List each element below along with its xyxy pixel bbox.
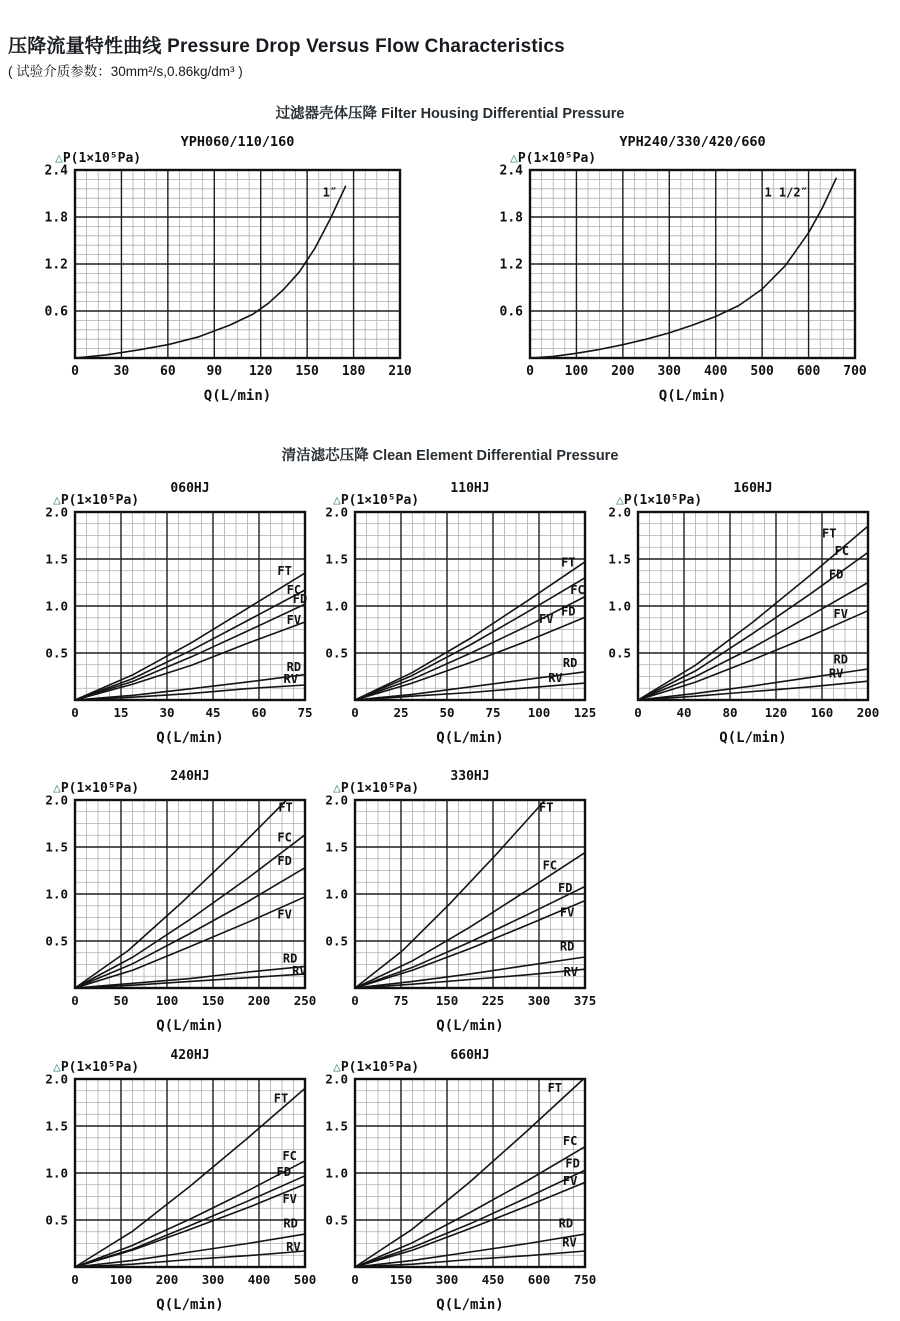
x-tick-label: 15 bbox=[113, 705, 129, 720]
chart-element-330hj bbox=[325, 764, 617, 1036]
y-tick-label: 2.0 bbox=[325, 1071, 348, 1087]
x-tick-label: 450 bbox=[481, 1272, 505, 1287]
series-label-FV: FV bbox=[562, 1174, 578, 1189]
y-tick-label: 0.6 bbox=[44, 304, 68, 320]
series-label-FT: FT bbox=[539, 800, 554, 815]
series-label-RV: RV bbox=[286, 1240, 301, 1255]
y-tick-label: 0.5 bbox=[608, 645, 631, 661]
series-label-RD: RD bbox=[562, 656, 578, 671]
x-tick-label: 125 bbox=[573, 705, 597, 720]
y-axis-label: △P(1×10⁵Pa) bbox=[333, 781, 420, 796]
chart-canvas-e420 bbox=[45, 1043, 337, 1315]
series-label-FC: FC bbox=[282, 1148, 297, 1163]
x-axis-label: Q(L/min) bbox=[156, 730, 224, 746]
x-tick-label: 120 bbox=[248, 364, 273, 379]
x-axis-label: Q(L/min) bbox=[156, 1297, 224, 1313]
y-tick-label: 1.0 bbox=[45, 598, 68, 614]
y-tick-label: 0.5 bbox=[325, 933, 348, 949]
series-label-1 1/2″: 1 1/2″ bbox=[764, 185, 808, 200]
chart-canvas-yph060 bbox=[25, 130, 455, 402]
x-tick-label: 30 bbox=[159, 705, 175, 720]
series-label-FV: FV bbox=[833, 607, 848, 622]
x-tick-label: 0 bbox=[71, 1272, 79, 1287]
series-label-RV: RV bbox=[562, 1235, 577, 1250]
x-tick-label: 150 bbox=[201, 993, 225, 1008]
series-label-RV: RV bbox=[548, 671, 563, 686]
y-tick-label: 2.0 bbox=[45, 792, 68, 808]
y-axis-label: △P(1×10⁵Pa) bbox=[333, 1060, 420, 1075]
y-tick-label: 1.5 bbox=[608, 551, 631, 567]
chart-element-420hj bbox=[45, 1043, 337, 1315]
x-tick-label: 0 bbox=[634, 705, 642, 720]
chart-element-240hj bbox=[45, 764, 337, 1036]
x-tick-label: 300 bbox=[657, 364, 682, 379]
series-label-FC: FC bbox=[286, 582, 302, 597]
series-label-RD: RD bbox=[559, 939, 575, 954]
x-tick-label: 100 bbox=[155, 993, 179, 1008]
x-axis-label: Q(L/min) bbox=[658, 388, 727, 402]
series-label-RD: RD bbox=[283, 1216, 298, 1231]
y-tick-label: 1.0 bbox=[45, 886, 68, 902]
chart-title: 240HJ bbox=[170, 769, 210, 784]
x-tick-label: 400 bbox=[247, 1272, 271, 1287]
series-label-1″: 1″ bbox=[322, 185, 338, 200]
chart-canvas-e060 bbox=[45, 476, 337, 748]
y-tick-label: 1.5 bbox=[325, 839, 348, 855]
series-label-FD: FD bbox=[828, 567, 844, 582]
chart-canvas-e240 bbox=[45, 764, 337, 1036]
x-tick-label: 40 bbox=[676, 705, 692, 720]
y-tick-label: 2.0 bbox=[325, 792, 348, 808]
chart-title: 110HJ bbox=[450, 481, 490, 496]
x-tick-label: 0 bbox=[351, 993, 359, 1008]
x-tick-label: 500 bbox=[750, 364, 774, 379]
x-tick-label: 200 bbox=[247, 993, 271, 1008]
series-label-RD: RD bbox=[833, 652, 848, 667]
y-tick-label: 1.0 bbox=[608, 598, 631, 614]
x-tick-label: 75 bbox=[485, 705, 501, 720]
y-tick-label: 1.5 bbox=[45, 1118, 68, 1134]
section-heading-clean-element: 清洁滤芯压降 Clean Element Differential Pressure bbox=[281, 448, 619, 464]
x-axis-label: Q(L/min) bbox=[203, 388, 272, 402]
y-tick-label: 0.6 bbox=[499, 304, 523, 320]
y-tick-label: 2.0 bbox=[325, 504, 348, 520]
x-tick-label: 225 bbox=[481, 993, 505, 1008]
chart-title: 660HJ bbox=[450, 1048, 490, 1063]
y-tick-label: 0.5 bbox=[45, 933, 68, 949]
y-tick-label: 1.0 bbox=[325, 598, 348, 614]
y-tick-label: 1.5 bbox=[325, 551, 348, 567]
x-tick-label: 200 bbox=[155, 1272, 179, 1287]
x-tick-label: 25 bbox=[393, 705, 409, 720]
x-tick-label: 50 bbox=[439, 705, 455, 720]
x-axis-label: Q(L/min) bbox=[436, 730, 504, 746]
x-tick-label: 160 bbox=[810, 705, 834, 720]
x-tick-label: 0 bbox=[71, 364, 79, 379]
series-label-RD: RD bbox=[282, 951, 298, 966]
y-tick-label: 1.5 bbox=[45, 839, 68, 855]
chart-housing-yph240-330-420-660 bbox=[480, 130, 900, 402]
series-label-FC: FC bbox=[570, 582, 585, 597]
chart-housing-yph060-110-160 bbox=[25, 130, 455, 402]
chart-canvas-yph240 bbox=[480, 130, 900, 402]
x-tick-label: 300 bbox=[201, 1272, 225, 1287]
x-tick-label: 30 bbox=[113, 364, 130, 379]
x-tick-label: 400 bbox=[703, 364, 728, 379]
chart-element-110hj bbox=[325, 476, 617, 748]
x-tick-label: 120 bbox=[764, 705, 788, 720]
series-label-RV: RV bbox=[828, 666, 844, 681]
x-axis-label: Q(L/min) bbox=[436, 1018, 504, 1034]
y-tick-label: 1.8 bbox=[44, 210, 68, 226]
x-axis-label: Q(L/min) bbox=[436, 1297, 504, 1313]
chart-title: YPH060/110/160 bbox=[180, 134, 295, 150]
y-tick-label: 1.2 bbox=[499, 257, 523, 273]
y-axis-label: △P(1×10⁵Pa) bbox=[333, 493, 420, 508]
page-subtitle: ( 试验介质参数：30mm²/s,0.86kg/dm³ ) bbox=[8, 64, 243, 79]
series-label-FV: FV bbox=[277, 907, 292, 922]
y-axis-label: △P(1×10⁵Pa) bbox=[53, 781, 140, 796]
x-tick-label: 80 bbox=[722, 705, 738, 720]
series-label-FD: FD bbox=[276, 1164, 291, 1179]
series-label-FD: FD bbox=[292, 592, 308, 607]
chart-element-160hj bbox=[608, 476, 900, 748]
series-label-FD: FD bbox=[561, 604, 576, 619]
series-label-RD: RD bbox=[558, 1216, 574, 1231]
series-label-FC: FC bbox=[834, 544, 850, 559]
series-label-FV: FV bbox=[539, 611, 554, 626]
y-tick-label: 0.5 bbox=[325, 645, 348, 661]
x-tick-label: 0 bbox=[71, 705, 79, 720]
x-tick-label: 200 bbox=[611, 364, 635, 379]
y-tick-label: 0.5 bbox=[325, 1212, 348, 1228]
chart-element-660hj bbox=[325, 1043, 617, 1315]
series-label-FT: FT bbox=[547, 1081, 563, 1096]
section-heading-filter-housing: 过滤器壳体压降 Filter Housing Differential Pressure bbox=[275, 106, 625, 122]
series-label-FC: FC bbox=[277, 830, 292, 845]
y-tick-label: 1.0 bbox=[45, 1165, 68, 1181]
series-label-FD: FD bbox=[558, 881, 573, 896]
y-axis-label: △P(1×10⁵Pa) bbox=[510, 151, 597, 166]
x-tick-label: 75 bbox=[297, 705, 313, 720]
x-tick-label: 700 bbox=[843, 364, 867, 379]
series-label-FD: FD bbox=[565, 1156, 580, 1171]
x-tick-label: 0 bbox=[351, 705, 359, 720]
y-tick-label: 2.4 bbox=[44, 163, 68, 179]
y-tick-label: 1.5 bbox=[325, 1118, 348, 1134]
x-tick-label: 100 bbox=[527, 705, 551, 720]
series-label-FT: FT bbox=[561, 555, 576, 570]
series-label-FC: FC bbox=[562, 1133, 578, 1148]
x-tick-label: 250 bbox=[293, 993, 317, 1008]
series-label-RV: RV bbox=[563, 964, 578, 979]
series-label-RD: RD bbox=[286, 659, 302, 674]
y-tick-label: 1.2 bbox=[44, 257, 68, 273]
series-label-FV: FV bbox=[559, 905, 575, 920]
x-tick-label: 50 bbox=[113, 993, 129, 1008]
x-tick-label: 0 bbox=[526, 364, 534, 379]
y-tick-label: 1.8 bbox=[499, 210, 523, 226]
x-tick-label: 0 bbox=[71, 993, 79, 1008]
x-tick-label: 150 bbox=[295, 364, 319, 379]
series-label-FT: FT bbox=[278, 800, 293, 815]
y-tick-label: 2.0 bbox=[608, 504, 631, 520]
y-axis-label: △P(1×10⁵Pa) bbox=[53, 1060, 140, 1075]
x-tick-label: 300 bbox=[527, 993, 551, 1008]
y-axis-label: △P(1×10⁵Pa) bbox=[55, 151, 142, 166]
x-axis-label: Q(L/min) bbox=[156, 1018, 224, 1034]
chart-canvas-e160 bbox=[608, 476, 900, 748]
chart-title: 160HJ bbox=[733, 481, 773, 496]
y-tick-label: 0.5 bbox=[45, 1212, 68, 1228]
chart-title: 060HJ bbox=[170, 481, 210, 496]
chart-canvas-e330 bbox=[325, 764, 617, 1036]
y-tick-label: 1.0 bbox=[325, 886, 348, 902]
series-label-RV: RV bbox=[283, 672, 298, 687]
series-label-RV: RV bbox=[292, 963, 307, 978]
x-tick-label: 180 bbox=[341, 364, 366, 379]
series-label-FT: FT bbox=[277, 563, 292, 578]
x-tick-label: 100 bbox=[564, 364, 589, 379]
chart-title: YPH240/330/420/660 bbox=[619, 134, 766, 150]
chart-canvas-e110 bbox=[325, 476, 617, 748]
x-tick-label: 210 bbox=[388, 364, 412, 379]
x-tick-label: 75 bbox=[393, 993, 409, 1008]
y-tick-label: 1.5 bbox=[45, 551, 68, 567]
series-label-FV: FV bbox=[282, 1192, 297, 1207]
series-label-FT: FT bbox=[822, 526, 837, 541]
chart-title: 330HJ bbox=[450, 769, 490, 784]
x-tick-label: 600 bbox=[527, 1272, 551, 1287]
series-label-FV: FV bbox=[286, 612, 302, 627]
y-tick-label: 0.5 bbox=[45, 645, 68, 661]
x-tick-label: 100 bbox=[109, 1272, 133, 1287]
page-title: 压降流量特性曲线 Pressure Drop Versus Flow Characteristics bbox=[8, 36, 565, 57]
x-tick-label: 375 bbox=[573, 993, 597, 1008]
x-tick-label: 150 bbox=[389, 1272, 413, 1287]
x-tick-label: 90 bbox=[206, 364, 223, 379]
y-tick-label: 2.0 bbox=[45, 1071, 68, 1087]
y-tick-label: 2.4 bbox=[499, 163, 523, 179]
x-tick-label: 150 bbox=[435, 993, 459, 1008]
x-axis-label: Q(L/min) bbox=[719, 730, 787, 746]
y-axis-label: △P(1×10⁵Pa) bbox=[53, 493, 140, 508]
chart-canvas-e660 bbox=[325, 1043, 617, 1315]
x-tick-label: 60 bbox=[160, 364, 176, 379]
chart-title: 420HJ bbox=[170, 1048, 210, 1063]
y-axis-label: △P(1×10⁵Pa) bbox=[616, 493, 703, 508]
x-tick-label: 0 bbox=[351, 1272, 359, 1287]
x-tick-label: 45 bbox=[205, 705, 221, 720]
series-line-1″ bbox=[75, 186, 346, 358]
x-tick-label: 750 bbox=[573, 1272, 597, 1287]
x-tick-label: 200 bbox=[856, 705, 880, 720]
x-tick-label: 600 bbox=[796, 364, 821, 379]
y-tick-label: 1.0 bbox=[325, 1165, 348, 1181]
series-label-FD: FD bbox=[277, 853, 292, 868]
x-tick-label: 500 bbox=[293, 1272, 317, 1287]
chart-element-060hj bbox=[45, 476, 337, 748]
x-tick-label: 60 bbox=[251, 705, 267, 720]
series-label-FT: FT bbox=[273, 1091, 289, 1106]
x-tick-label: 300 bbox=[435, 1272, 459, 1287]
series-label-FC: FC bbox=[542, 858, 558, 873]
y-tick-label: 2.0 bbox=[45, 504, 68, 520]
